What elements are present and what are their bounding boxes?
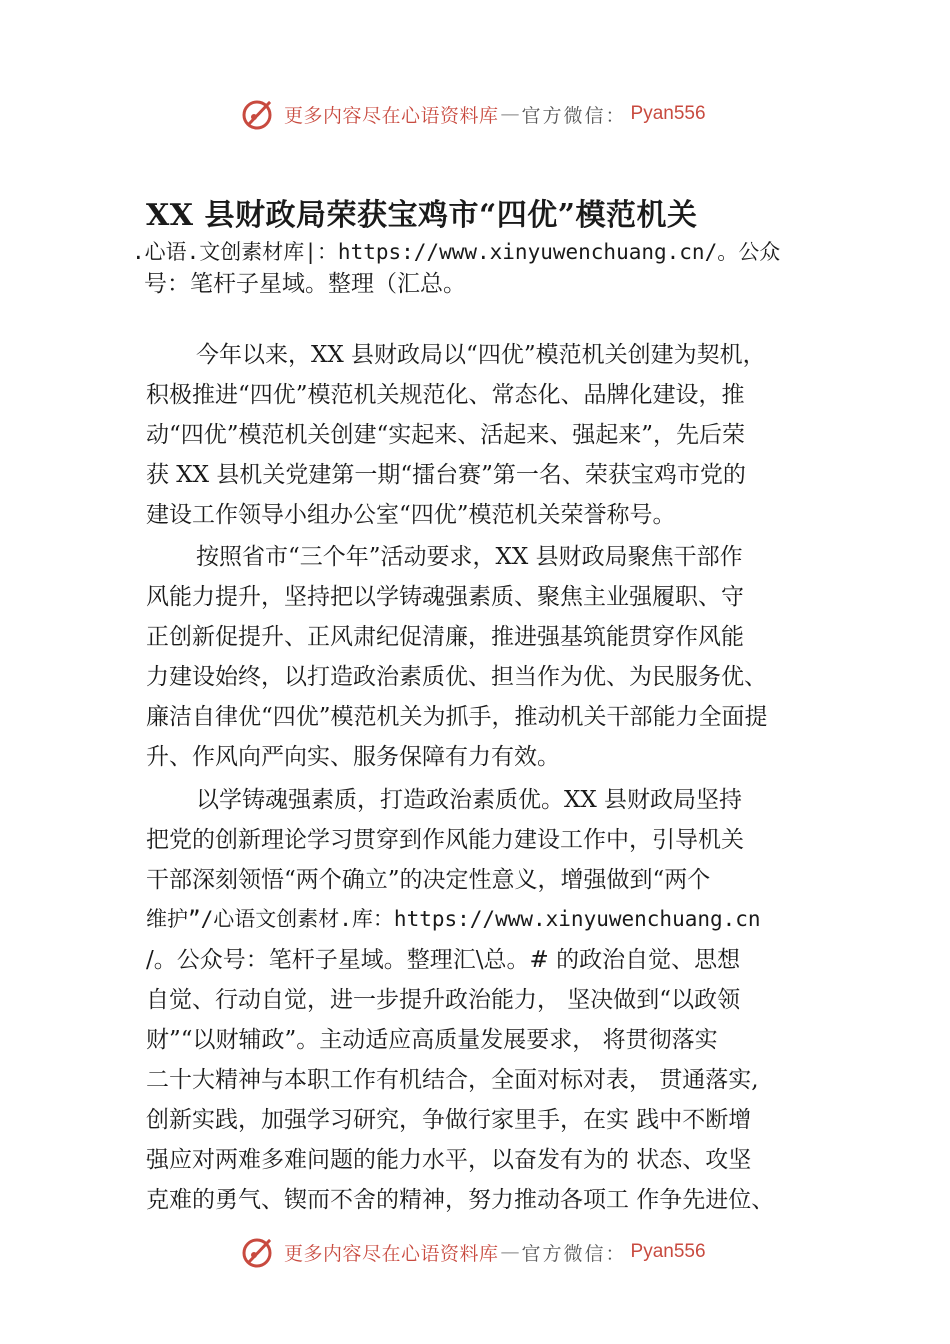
body-line: 强应对两难多难问题的能力水平，以奋发有为的 状态、攻坚 [146, 1147, 752, 1173]
body-line: 今年以来，XX 县财政局以“四优”模范机关创建为契机， [196, 342, 766, 368]
body-line: 创新实践，加强学习研究，争做行家里手，在实 践中不断增 [146, 1107, 752, 1133]
body-line: 廉洁自律优“四优”模范机关为抓手，推动机关干部能力全面提 [146, 704, 768, 730]
body-line: 正创新促提升、正风肃纪促清廉，推进强基筑能贯穿作风能 [146, 624, 744, 650]
body-line: 力建设始终，以打造政治素质优、担当作为优、为民服务优、 [146, 664, 767, 690]
quill-logo-icon [240, 1234, 276, 1270]
body-line: 二十大精神与本职工作有机结合，全面对标对表， 贯通落实, [146, 1067, 759, 1093]
body-line: .心语.文创素材库|：https://www.xinyuwenchuang.cn/。公众 [132, 240, 781, 264]
footer-banner [240, 1232, 706, 1272]
body-line: 财”“以财辅政”。主动适应高质量发展要求， 将贯彻落实 [146, 1027, 718, 1053]
banner-wechat-id: Pyan556 [630, 1241, 706, 1262]
banner-library-text: 更多内容尽在心语资料库 [284, 1242, 499, 1265]
body-line: 把党的创新理论学习贯穿到作风能力建设工作中，引导机关 [146, 827, 744, 853]
body-line: 自觉、行动自觉，进一步提升政治能力， 坚决做到“以政领 [146, 987, 741, 1013]
body-line: 积极推进“四优”模范机关规范化、常态化、品牌化建设，推 [146, 382, 745, 408]
body-line: 克难的勇气、锲而不舍的精神，努力推动各项工 作争先进位、 [146, 1187, 775, 1213]
body-line: /。公众号：笔杆子星域。整理汇\总。# 的政治自觉、思想 [146, 947, 741, 973]
banner-wechat-id: Pyan556 [630, 103, 706, 124]
body-line: 升、作风向严向实、服务保障有力有效。 [146, 744, 560, 770]
body-line: 风能力提升，坚持把以学铸魂强素质、聚焦主业强履职、守 [146, 584, 744, 610]
quill-logo-icon [240, 96, 276, 132]
body-line: 获 XX 县机关党建第一期“擂台赛”第一名、荣获宝鸡市党的 [146, 462, 746, 488]
body-line: 号：笔杆子星域。整理（汇总。 [144, 271, 466, 297]
banner-dash: — [500, 1241, 520, 1263]
body-line: 动“四优”模范机关创建“实起来、活起来、强起来”，先后荣 [146, 422, 746, 448]
banner-dash: — [500, 103, 520, 125]
banner-wechat-label: 官方微信： [521, 104, 627, 127]
document-title: XX 县财政局荣获宝鸡市“四优”模范机关 [146, 198, 698, 233]
body-line: 按照省市“三个年”活动要求，XX 县财政局聚焦干部作 [196, 544, 743, 570]
body-line: 以学铸魂强素质，打造政治素质优。XX 县财政局坚持 [196, 787, 743, 813]
body-line: 建设工作领导小组办公室“四优”模范机关荣誉称号。 [146, 502, 676, 528]
banner-library-text: 更多内容尽在心语资料库 [284, 104, 499, 127]
header-banner [240, 94, 706, 134]
body-line: 干部深刻领悟“两个确立”的决定性意义，增强做到“两个 [146, 867, 711, 893]
body-line: 维护”/心语文创素材.库：https://www.xinyuwenchuang.cn [146, 907, 761, 931]
banner-wechat-label: 官方微信： [521, 1242, 627, 1265]
